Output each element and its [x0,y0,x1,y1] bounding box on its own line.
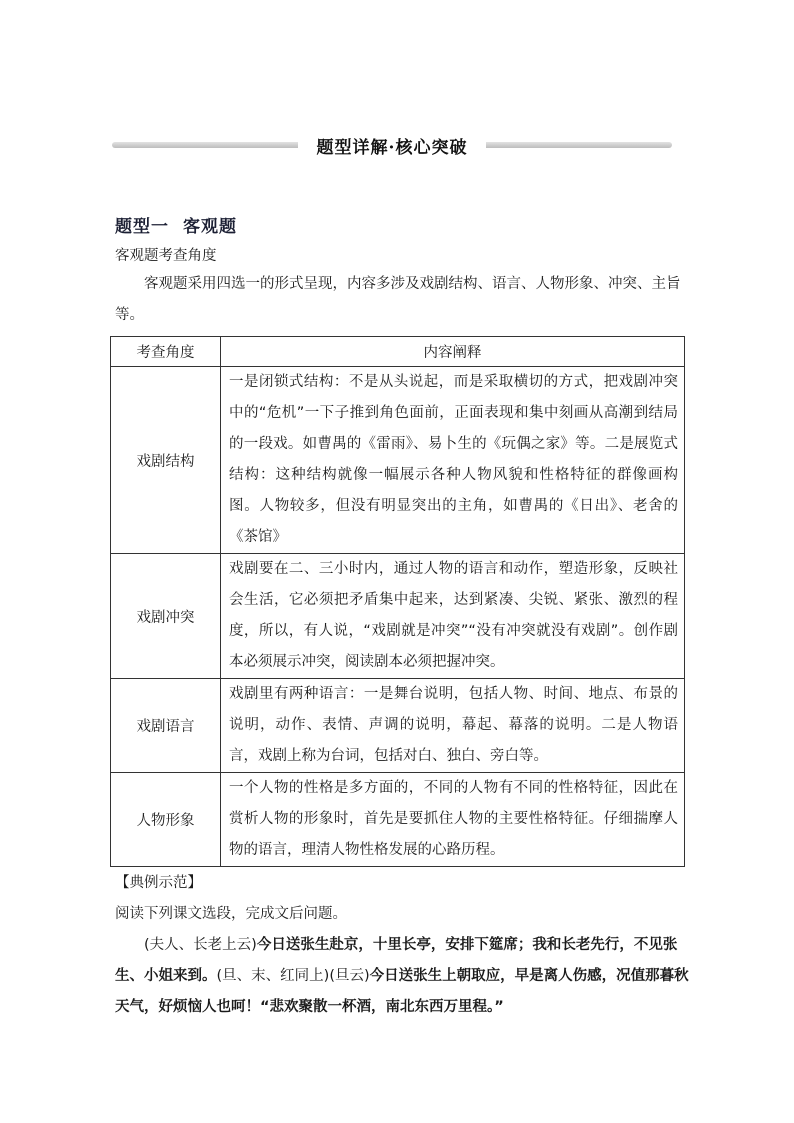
banner-right-bar [486,142,672,148]
aspect-cell: 戏剧语言 [111,679,221,773]
stage-direction: (旦、末、红同上)(旦云) [216,968,370,984]
table-row [111,773,685,867]
stage-direction: (夫人、长老上云) [144,937,257,953]
excerpt-paragraph [115,930,690,1023]
section-name: 客观题 [183,217,237,237]
section-banner [112,133,672,159]
section-title [115,212,237,237]
table-row [111,554,685,679]
aspect-cell: 人物形象 [111,773,221,867]
content-cell: 戏剧要在二、三小时内，通过人物的语言和动作，塑造形象，反映社会生活，它必须把矛盾集中起来，达到紧凑、尖锐、紧张、激烈的程度，所以，有人说，“戏剧就是冲突”“没有冲突就没有戏剧”。创作剧本必须展示冲突，阅读剧本必须把握冲突。 [221,554,685,679]
table-row [111,679,685,773]
content-cell: 一是闭锁式结构：不是从头说起，而是采取横切的方式，把戏剧冲突中的“危机”一下子推到角色面前，正面表现和集中刻画从高潮到结局的一段戏。如曹禺的《雷雨》、易卜生的《玩偶之家》等。二是展览式结构：这种结构就像一幅展示各种人物风貌和性格特征的群像画构图。人物较多，但没有明显突出的主角，如曹禺的《日出》、老舍的《茶馆》 [221,367,685,554]
dialogue-text: 今日送张生赴京，十里长亭，安排下筵席；我和长老先行，不见张生、小姐来到。 [115,937,678,984]
header-aspect: 考查角度 [111,337,221,367]
aspect-cell: 戏剧冲突 [111,554,221,679]
example-instruction: 阅读下列课文选段，完成文后问题。 [115,906,347,922]
dialogue-text: 今日送张生上朝取应，早是离人伤感，况值那暮秋天气，好烦恼人也呵！“悲欢聚散一杯酒，南北东西万里程。” [115,968,689,1015]
banner-title: 题型详解·核心突破 [316,138,468,158]
banner-left-bar [112,142,298,148]
content-cell: 戏剧里有两种语言：一是舞台说明，包括人物、时间、地点、布景的说明，动作、表情、声调的说明，幕起、幕落的说明。二是人物语言，戏剧上称为台词，包括对白、独白、旁白等。 [221,679,685,773]
header-content: 内容阐释 [221,337,685,367]
subheading: 客观题考查角度 [115,248,217,264]
content-cell: 一个人物的性格是多方面的，不同的人物有不同的性格特征，因此在赏析人物的形象时，首先是要抓住人物的主要性格特征。仔细揣摩人物的语言，理清人物性格发展的心路历程。 [221,773,685,867]
aspect-cell: 戏剧结构 [111,367,221,554]
table-header-row [111,337,685,367]
aspect-table [110,336,685,867]
example-label: 【典例示范】 [115,875,202,891]
table-row [111,367,685,554]
section-label: 题型一 [115,217,169,237]
intro-paragraph: 客观题采用四选一的形式呈现，内容多涉及戏剧结构、语言、人物形象、冲突、主旨等。 [115,276,681,323]
